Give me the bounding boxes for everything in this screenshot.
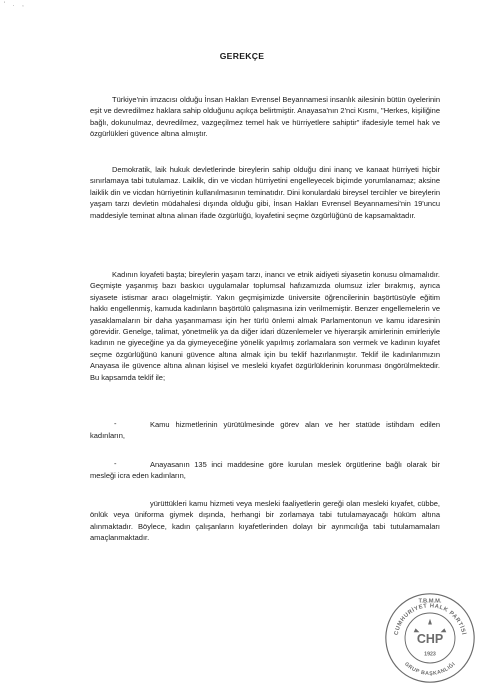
stamp-bottom-text: GRUP BAŞKANLIĞI xyxy=(403,661,457,677)
list-item-1-marker: - xyxy=(114,419,117,428)
closing-paragraph: yürüttükleri kamu hizmeti veya mesleki faaliyetlerin gereği olan mesleki kıyafet, cübbe, önlük veya üniforma giymek dışında, herhangi bir zorlamaya tabi tutulamayacağı hüküm altına alınmaktadır. Böylece, kadın çalışanların kıyafetlerinden dolayı bir ayrımcılığa tabi tutulamamaları amaçlanmaktadır. xyxy=(90,499,440,543)
paragraph-1: Türkiye'nin imzacısı olduğu İnsan Hakları Evrensel Beyannamesi insanlık ailesinin bütün üyelerinin eşit ve devredilmez haklara sahip olduğunu açıkça belirtmiştir. Anayasa'nın 2'nci Kısmı, "Herkes, kişiliğine bağlı, dokunulmaz, devredilmez, vazgeçilmez temel hak ve hürriyetlere sahiptir" ifadesiyle temel hak ve özgürlükleri güvence altına almıştır. xyxy=(90,95,440,139)
stamp-top-text: T.B.M.M. xyxy=(418,598,442,605)
stamp-arrows-icon xyxy=(414,619,447,632)
list-item-1: Kamu hizmetlerinin yürütülmesinde görev alan ve her statüde istihdam edilen kadınların, xyxy=(90,420,440,441)
list-item-2-marker: - xyxy=(114,459,117,468)
list-item-2: Anayasanın 135 inci maddesine göre kurulan meslek örgütlerine bağlı olarak bir mesleği icra eden kadınların, xyxy=(90,460,440,481)
scan-corner-mark: ' . , xyxy=(4,2,27,8)
page-title: GEREKÇE xyxy=(219,51,265,61)
stamp-year: 1923 xyxy=(424,651,436,658)
paragraph-2: Demokratik, laik hukuk devletlerinde bireylerin sahip olduğu dini inanç ve kanaat hürriyeti hiçbir sınırlamaya tabi tutulamaz. Laiklik, din ve vicdan hürriyetini engelleyecek biçimde yorumlanamaz; aksine laiklik din ve vicdan hürriyetinin kullanılmasının teminatıdır. Dini konulardaki bireysel tercihler ve bireylerin yaşam tarzı devletin müdahalesi dışında olduğu gibi, İnsan Hakları Evrensel Beyannamesi'nin 19'uncu maddesiyle teminat altına alınan ifade özgürlüğü, kıyafetini seçme özgürlüğünü de kapsamaktadır. xyxy=(90,165,440,220)
stamp-ring-text: CUMHURİYET HALK PARTİSİ xyxy=(393,603,467,636)
stamp-logo-text: CHP xyxy=(416,631,444,646)
party-seal-stamp xyxy=(382,590,478,686)
paragraph-3: Kadının kıyafeti başta; bireylerin yaşam tarzı, inancı ve etnik aidiyeti siyasetin konusu olmamalıdır. Geçmişte yaşanmış bazı baskıcı uygulamalar toplumsal hafızamızda olumsuz izler bırakmış, ayrıca siyasete istismar aracı olagelmiştir. Yakın geçmişimizde üniversite öğrencilerinin başörtüsüyle eğitim hakkı engellenmiş, kamuda kadınların başörtülü çalışmasına izin verilmemiştir. Benzer engellemelerin ve yasaklamaların bir daha yaşanmaması için her türlü önlemi almak Parlamentonun ve kamu idaresinin görevidir. Genelge, talimat, yönetmelik ya da diğer idari düzenlemeler ve hiyerarşik amirlerinin emirleriyle kadının ne giyeceğine ya da giymeyeceğine yönelik yapılmış zorlamalara son vermek ve kadının kıyafet seçme özgürlüğünü kanuni güvence altına almak için bu teklif hazırlanmıştır. Teklif ile kadınlarımızın Anayasa ile güvence altına alınan kişisel ve mesleki kıyafet özgürlüklerinin korunması öngörülmektedir. Bu kapsamda teklif ile; xyxy=(90,270,440,382)
